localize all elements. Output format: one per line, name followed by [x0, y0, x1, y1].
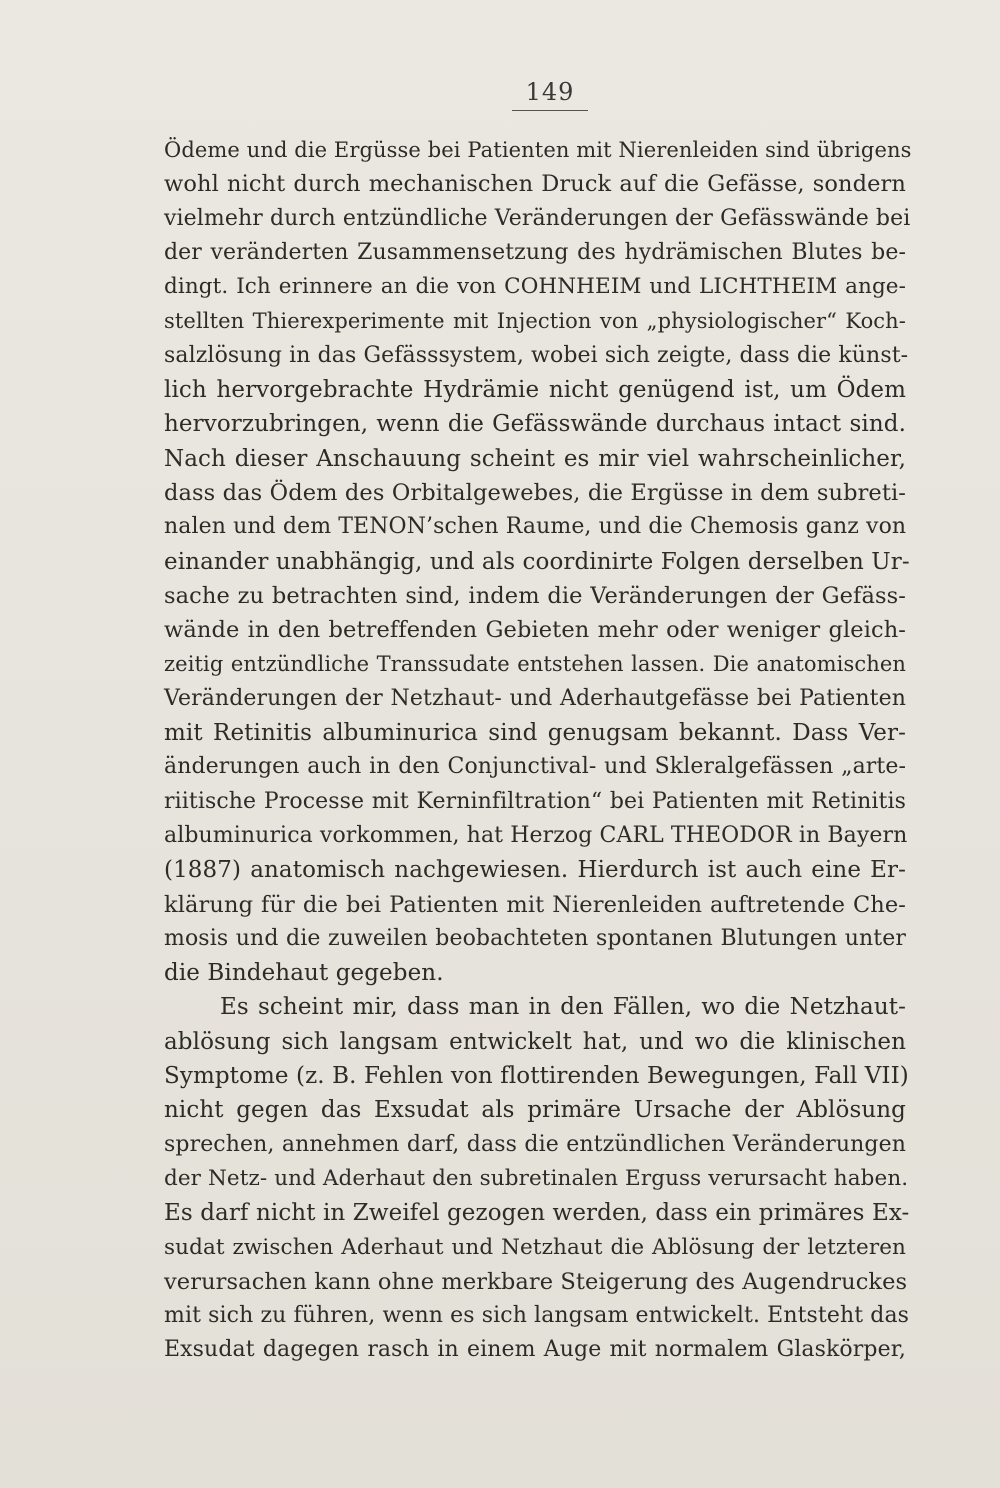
text-line: verursachen kann ohne merkbare Steigerung des Augendruckes: [164, 1268, 908, 1295]
text-line: ablösung sich langsam entwickelt hat, und wo die klinischen: [164, 1028, 906, 1055]
text-line: die Bindehaut gegeben.: [164, 960, 444, 987]
text-line: vielmehr durch entzündliche Veränderungen der Gefässwände bei: [164, 205, 911, 231]
page-number: 149: [512, 78, 588, 111]
text-line: Exsudat dagegen rasch in einem Auge mit normalem Glaskörper,: [164, 1337, 906, 1363]
text-line: riitische Processe mit Kerninfiltration“ bei Patienten mit Retinitis: [164, 788, 906, 814]
text-line: sache zu betrachten sind, indem die Veränderungen der Gefäss-: [164, 582, 906, 609]
text-line: wohl nicht durch mechanischen Druck auf die Gefässe, sondern: [164, 171, 906, 198]
text-line: mit sich zu führen, wenn es sich langsam entwickelt. Entsteht das: [164, 1303, 910, 1329]
text-line: einander unabhängig, und als coordinirte Folgen derselben Ur-: [164, 548, 910, 575]
text-line: mosis und die zuweilen beobachteten spontanen Blutungen unter: [164, 925, 906, 951]
text-line: nicht gegen das Exsudat als primäre Ursache der Ablösung: [164, 1097, 906, 1124]
text-line: sudat zwischen Aderhaut und Netzhaut die Ablösung der letzteren: [164, 1234, 906, 1260]
text-line: albuminurica vorkommen, hat Herzog CARL THEODOR in Bayern: [164, 822, 908, 848]
text-line: mit Retinitis albuminurica sind genugsam bekannt. Dass Ver-: [164, 720, 906, 747]
text-line: änderungen auch in den Conjunctival- und Skleralgefässen „arte-: [164, 754, 906, 780]
text-line: hervorzubringen, wenn die Gefässwände durchaus intact sind.: [164, 411, 906, 438]
text-line: Nach dieser Anschauung scheint es mir viel wahrscheinlicher,: [164, 445, 906, 472]
text-line: nalen und dem TENON’schen Raume, und die Chemosis ganz von: [164, 514, 907, 540]
text-line: der veränderten Zusammensetzung des hydrämischen Blutes be-: [164, 239, 906, 265]
text-line: zeitig entzündliche Transsudate entstehen lassen. Die anatomischen: [164, 652, 906, 677]
text-line: Symptome (z. B. Fehlen von flottirenden Bewegungen, Fall VII): [164, 1063, 909, 1090]
text-line: wände in den betreffenden Gebieten mehr oder weniger gleich-: [164, 617, 906, 644]
text-line: (1887) anatomisch nachgewiesen. Hierdurch ist auch eine Er-: [164, 857, 906, 884]
text-line: lich hervorgebrachte Hydrämie nicht genügend ist, um Ödem: [164, 377, 906, 404]
text-line: salzlösung in das Gefässsystem, wobei sich zeigte, dass die künst-: [164, 342, 909, 368]
text-line: sprechen, annehmen darf, dass die entzündlichen Veränderungen: [164, 1131, 906, 1157]
text-line: stellten Thierexperimente mit Injection von „physiologischer“ Koch-: [164, 309, 906, 334]
text-line: Veränderungen der Netzhaut- und Aderhautgefässe bei Patienten: [164, 685, 906, 711]
text-line: Es darf nicht in Zweifel gezogen werden, dass ein primäres Ex-: [164, 1200, 910, 1227]
text-line: Ödeme und die Ergüsse bei Patienten mit Nierenleiden sind übrigens: [164, 138, 912, 162]
text-line: klärung für die bei Patienten mit Nierenleiden auftretende Che-: [164, 891, 906, 918]
text-line: der Netz- und Aderhaut den subretinalen Erguss verursacht haben.: [164, 1165, 909, 1191]
body-text: [164, 133, 912, 1368]
text-line: dingt. Ich erinnere an die von COHNHEIM und LICHTHEIM ange-: [164, 274, 906, 300]
text-line: Es scheint mir, dass man in den Fällen, wo die Netzhaut-: [220, 994, 906, 1021]
text-line: dass das Ödem des Orbitalgewebes, die Ergüsse in dem subreti-: [164, 479, 906, 506]
